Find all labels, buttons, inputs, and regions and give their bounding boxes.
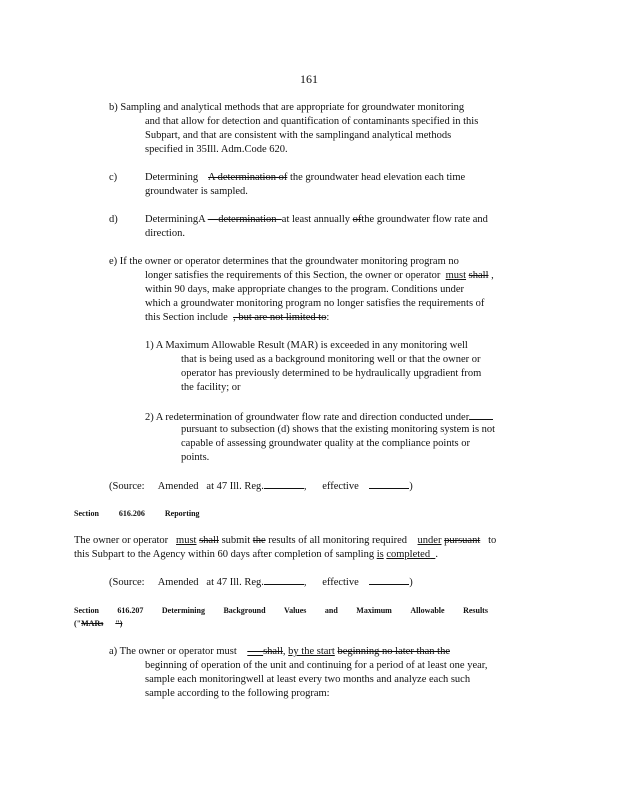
paragraph-e1-line: operator has previously determined to be hydraulically upgradient from <box>181 368 482 379</box>
paragraph-e-line: within 90 days, make appropriate changes to the program. Conditions under <box>145 284 465 295</box>
paragraph-d-line <box>145 213 488 227</box>
section-heading: Section 616.207 Determining Background Values and Maximum Allowable Results <box>74 606 488 615</box>
deleted-text: A determination of <box>208 172 288 183</box>
paragraph-e-line: e) If the owner or operator determines that the groundwater monitoring program no <box>109 256 459 267</box>
inserted-text: is <box>376 549 384 560</box>
section-heading-line2: ("MARs ") <box>74 619 123 628</box>
paragraph-e1-line: the facility; or <box>181 382 241 393</box>
deleted-text: shall <box>468 270 489 281</box>
paragraph-a-line: sample according to the following program: <box>145 688 330 699</box>
paragraph-e-line: this Section include , but are not limited to: <box>145 312 330 323</box>
section-heading: Section 616.206 Reporting <box>74 509 200 518</box>
paragraph-d-pre: DeterminingA <box>145 214 206 225</box>
deleted-text: shall <box>263 646 283 657</box>
underline-blank <box>264 574 304 585</box>
paragraph-e-line: longer satisfies the requirements of this Section, the owner or operator must shall , <box>145 270 494 281</box>
paragraph-b-line: specified in 35Ill. Adm.Code 620. <box>145 144 288 155</box>
deleted-text: MARs <box>81 619 104 628</box>
paragraph-b-line: and that allow for detection and quantification of contaminants specified in this <box>145 116 479 127</box>
deleted-text: shall <box>199 535 219 546</box>
paragraph-e2-line: capable of assessing groundwater quality at the compliance points or <box>181 438 470 449</box>
paragraph-d-label: d) <box>109 214 118 225</box>
paragraph-b-line: Subpart, and that are consistent with the samplingand analytical methods <box>145 130 452 141</box>
underline-blank <box>469 409 493 420</box>
paragraph-b-line: b) Sampling and analytical methods that are appropriate for groundwater monitoring <box>109 102 465 113</box>
paragraph-c-post: the groundwater head elevation each time <box>289 172 466 183</box>
underline-blank <box>264 478 304 489</box>
paragraph-e2-line: 2) A redetermination of groundwater flow rate and direction conducted under <box>145 409 493 425</box>
paragraph-reporting-line: The owner or operator must shall submit the results of all monitoring required under pursuant to <box>74 535 497 546</box>
inserted-text: must <box>176 535 197 546</box>
paragraph-d-mid: at least annually <box>281 214 351 225</box>
inserted-text: by the start <box>288 646 335 657</box>
source-note: (Source: Amended at 47 Ill. Reg. , effective ) <box>109 478 413 494</box>
page-number: 161 <box>300 72 318 86</box>
paragraph-e1-line: 1) A Maximum Allowable Result (MAR) is exceeded in any monitoring well <box>145 340 468 351</box>
paragraph-a-line: a) The owner or operator must shall, by the start beginning no later than the <box>109 646 450 657</box>
paragraph-c-pre: Determining <box>145 172 199 183</box>
inserted-text: completed <box>386 549 431 560</box>
paragraph-e-line: which a groundwater monitoring program no longer satisfies the requirements of <box>145 298 485 309</box>
paragraph-e2-line: points. <box>181 452 210 463</box>
inserted-text: must <box>445 270 467 281</box>
deleted-text: determination <box>218 214 277 225</box>
inserted-text: under <box>417 535 442 546</box>
paragraph-d-post: the groundwater flow rate and <box>361 214 488 225</box>
paragraph-c-line <box>145 171 465 185</box>
paragraph-e2-line: pursuant to subsection (d) shows that the existing monitoring system is not <box>181 424 496 435</box>
underline-blank <box>369 478 409 489</box>
paragraph-e1-line: that is being used as a background monitoring well or that the owner or <box>181 354 481 365</box>
deleted-text: of <box>352 214 362 225</box>
paragraph-a-line: beginning of operation of the unit and continuing for a period of at least one year, <box>145 660 488 671</box>
paragraph-c-line: groundwater is sampled. <box>145 186 248 197</box>
deleted-text: the <box>252 535 266 546</box>
deleted-text: , but are not limited to <box>233 312 327 323</box>
paragraph-reporting-line: this Subpart to the Agency within 60 days after completion of sampling is completed . <box>74 549 438 560</box>
deleted-text: beginning no later than the <box>337 646 450 657</box>
paragraph-a-line: sample each monitoringwell at least every two months and analyze each such <box>145 674 471 685</box>
source-note: (Source: Amended at 47 Ill. Reg. , effective ) <box>109 574 413 590</box>
deleted-text: pursuant <box>444 535 481 546</box>
paragraph-c-label: c) <box>109 172 118 183</box>
paragraph-d-line: direction. <box>145 228 185 239</box>
underline-blank <box>369 574 409 585</box>
